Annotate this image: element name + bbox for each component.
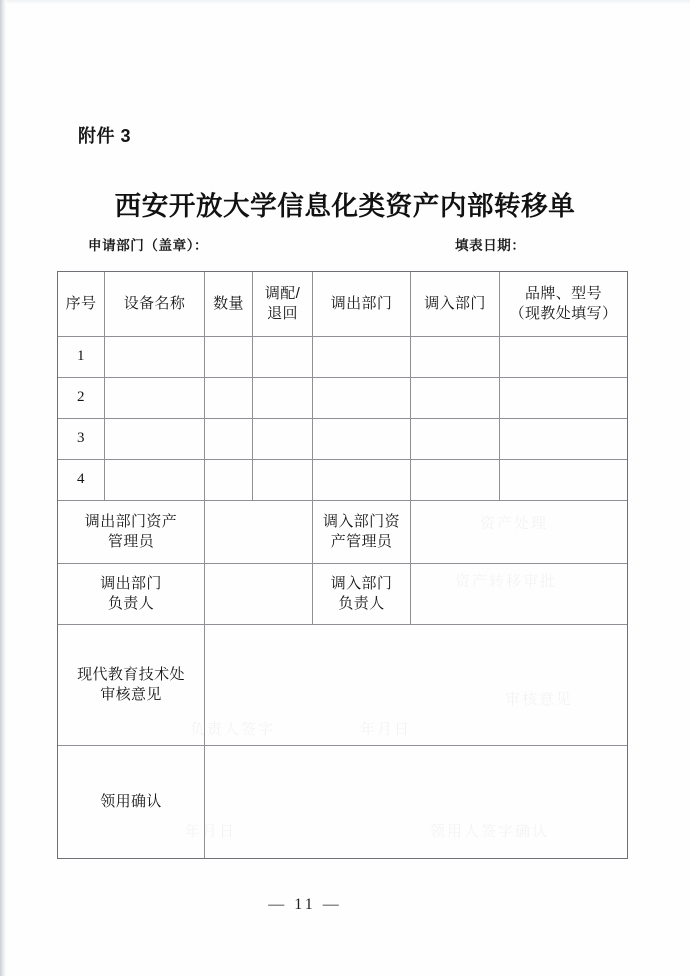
label-receipt-confirmation (58, 746, 205, 859)
signature-row-department-heads (58, 564, 628, 625)
label-tech-office-review (58, 625, 205, 746)
cell-quantity[interactable] (205, 337, 253, 378)
cell-transfer-out-dept[interactable] (313, 378, 411, 419)
column-header-brand-model (500, 272, 628, 337)
scan-edge-left (0, 0, 7, 976)
applicant-department-label: 申请部门（盖章）： (88, 238, 209, 253)
column-header-transfer-out-dept (313, 272, 411, 337)
form-meta-row (88, 234, 598, 254)
header-text: 调入部门 (424, 295, 486, 313)
field-tech-office-review-opinion[interactable] (205, 625, 628, 746)
header-text: 序号 (65, 295, 97, 313)
label-transfer-in-asset-manager (313, 501, 411, 564)
field-receipt-confirmation[interactable] (205, 746, 628, 859)
attachment-label: 附件 3 (78, 126, 132, 146)
cell-brand-model[interactable] (500, 337, 628, 378)
column-header-transfer-in-dept (411, 272, 500, 337)
column-header-allocate-return (253, 272, 313, 337)
header-text: 数量 (213, 295, 244, 313)
cell-seq: 2 (58, 378, 105, 419)
table-row (58, 460, 628, 501)
cell-allocate-return[interactable] (253, 460, 313, 501)
column-header-device-name (105, 272, 205, 337)
cell-device-name[interactable] (105, 337, 205, 378)
field-transfer-out-dept-head-signature[interactable] (205, 564, 313, 625)
cell-device-name[interactable] (105, 460, 205, 501)
cell-allocate-return[interactable] (253, 378, 313, 419)
label-text-line2: 管理员 (107, 533, 155, 550)
label-transfer-out-asset-manager (58, 501, 205, 564)
field-transfer-in-asset-manager-signature[interactable] (411, 501, 628, 564)
cell-allocate-return[interactable] (253, 337, 313, 378)
signature-row-asset-managers (58, 501, 628, 564)
label-text-line1: 现代教育技术处 (77, 666, 185, 684)
cell-quantity[interactable] (205, 419, 253, 460)
cell-transfer-out-dept[interactable] (313, 419, 411, 460)
review-row-receipt-confirmation (58, 746, 628, 859)
label-text-line2: 审核意见 (100, 686, 162, 703)
table-row (58, 378, 628, 419)
label-text-line1: 调入部门资 (322, 513, 400, 531)
cell-transfer-out-dept[interactable] (313, 337, 411, 378)
label-text-line1: 调出部门资产 (84, 513, 178, 531)
header-text: 设备名称 (123, 295, 186, 313)
cell-seq: 4 (58, 460, 105, 501)
label-text-line2: 负责人 (338, 595, 385, 612)
column-header-seq (58, 272, 105, 337)
header-text-line2: 退回 (267, 305, 298, 322)
cell-transfer-in-dept[interactable] (411, 419, 500, 460)
label-text-line2: 产管理员 (330, 533, 393, 550)
column-header-quantity (205, 272, 253, 337)
review-row-tech-office (58, 625, 628, 746)
table-header-row (58, 272, 628, 337)
header-text-line1: 品牌、型号 (524, 285, 602, 303)
label-transfer-in-dept-head (313, 564, 411, 625)
cell-transfer-in-dept[interactable] (411, 378, 500, 419)
label-transfer-out-dept-head (58, 564, 205, 625)
cell-seq: 3 (58, 419, 105, 460)
cell-transfer-out-dept[interactable] (313, 460, 411, 501)
header-text-line1: 调配/ (264, 285, 301, 303)
cell-transfer-in-dept[interactable] (411, 460, 500, 501)
field-transfer-in-dept-head-signature[interactable] (411, 564, 628, 625)
page-number: — 11 — (268, 896, 342, 913)
page-title: 西安开放大学信息化类资产内部转移单 (114, 191, 576, 221)
table-row (58, 337, 628, 378)
header-text-line2: （现教处填写） (509, 305, 618, 322)
cell-device-name[interactable] (105, 378, 205, 419)
cell-brand-model[interactable] (500, 378, 628, 419)
cell-quantity[interactable] (205, 378, 253, 419)
label-text-line1: 调出部门 (100, 575, 162, 593)
header-text: 调出部门 (330, 295, 393, 313)
scan-edge-top (0, 0, 690, 4)
label-text-line2: 负责人 (107, 595, 155, 612)
cell-device-name[interactable] (105, 419, 205, 460)
field-transfer-out-asset-manager-signature[interactable] (205, 501, 313, 564)
cell-transfer-in-dept[interactable] (411, 337, 500, 378)
cell-quantity[interactable] (205, 460, 253, 501)
asset-transfer-table (57, 271, 628, 859)
cell-seq: 1 (58, 337, 105, 378)
table-row (58, 419, 628, 460)
label-text-line1: 调入部门 (330, 575, 393, 593)
cell-brand-model[interactable] (500, 460, 628, 501)
cell-allocate-return[interactable] (253, 419, 313, 460)
label-text-line1: 领用确认 (100, 793, 162, 811)
fill-date-label: 填表日期： (455, 238, 526, 253)
cell-brand-model[interactable] (500, 419, 628, 460)
